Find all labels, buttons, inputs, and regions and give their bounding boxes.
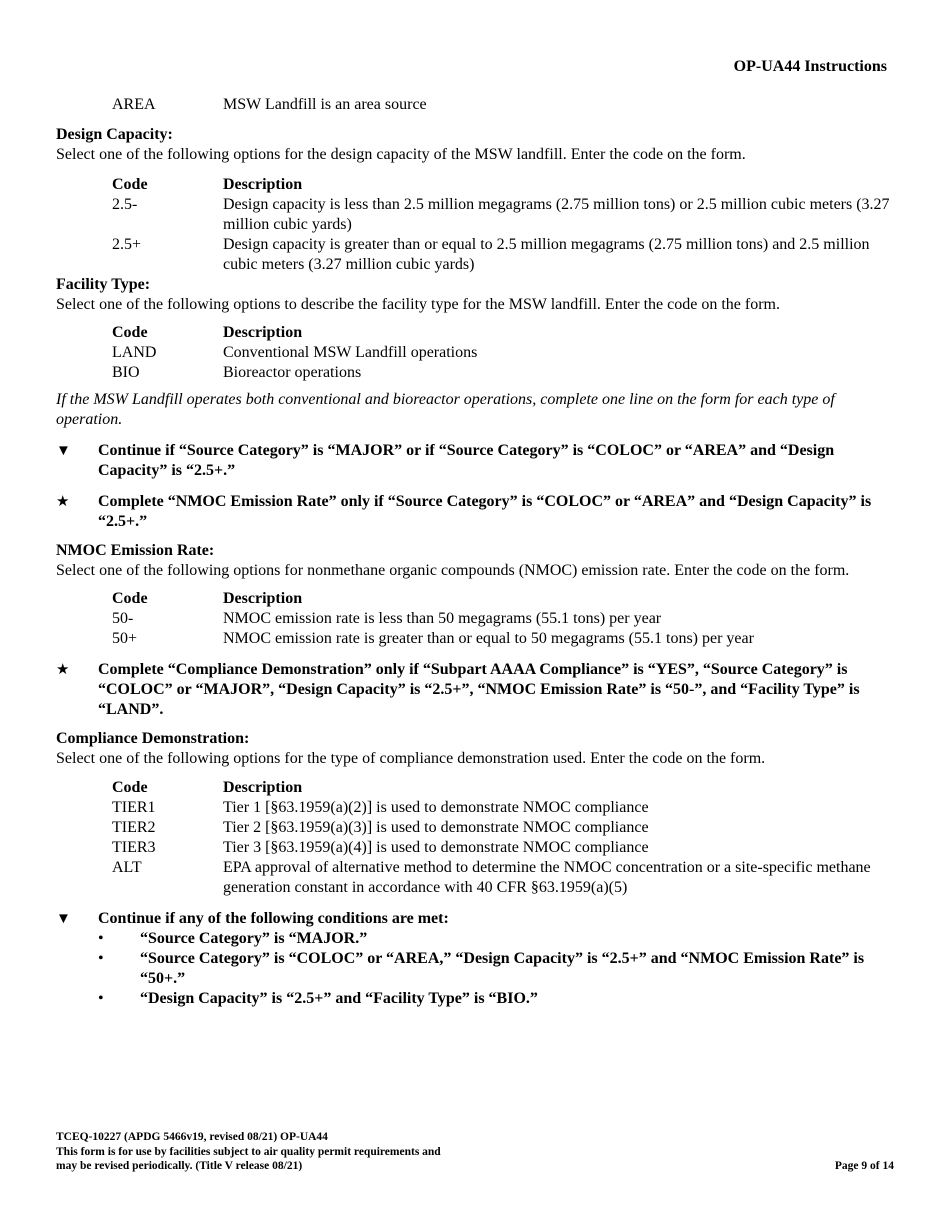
- page-header-title: OP-UA44 Instructions: [733, 58, 887, 75]
- bullet-icon: •: [98, 930, 104, 947]
- nmoc-intro: Select one of the following options for nonmethane organic compounds (NMOC) emission rate. Enter the code on the form.: [56, 562, 850, 579]
- footer-usage-note: This form is for use by facilities subject to air quality permit requirements and: [56, 1145, 441, 1158]
- code-cell: AREA: [112, 96, 156, 113]
- footer-form-id: TCEQ-10227 (APDG 5466v19, revised 08/21) OP-UA44: [56, 1131, 328, 1143]
- table-row: [112, 838, 892, 858]
- description-cell: Tier 1 [§63.1959(a)(2)] is used to demonstrate NMOC compliance: [223, 799, 649, 816]
- star-icon: ★: [56, 662, 70, 678]
- complete-nmoc-instruction: [56, 492, 892, 532]
- star-icon: ★: [56, 494, 70, 510]
- code-cell: BIO: [112, 364, 140, 381]
- code-column-header: Code: [112, 590, 148, 607]
- code-cell: LAND: [112, 344, 157, 361]
- area-code-table: [112, 95, 892, 115]
- continue-instruction-text: Continue if “Source Category” is “MAJOR” or if “Source Category” is “COLOC” or “AREA” and “Design Capacity” is “2.5+.”: [98, 442, 835, 479]
- table-row: [112, 343, 892, 363]
- code-cell: 50-: [112, 610, 134, 627]
- code-cell: 2.5+: [112, 236, 142, 253]
- description-column-header: Description: [223, 779, 303, 796]
- nmoc-heading: NMOC Emission Rate:: [56, 542, 215, 559]
- condition-text: “Source Category” is “COLOC” or “AREA,” “Design Capacity” is “2.5+” and “NMOC Emission Rate” is “50+.”: [140, 950, 865, 987]
- complete-compliance-instruction-text: Complete “Compliance Demonstration” only if “Subpart AAAA Compliance” is “YES”, “Source Category” is “COLOC” or “MAJOR”, “Design Capacity” is “2.5+”, “NMOC Emission Rate” is “50-”, and “Facility Type” is “LAND”.: [98, 661, 860, 718]
- description-cell: NMOC emission rate is greater than or equal to 50 megagrams (55.1 tons) per year: [223, 630, 754, 647]
- list-item: [98, 929, 892, 949]
- table-row: [112, 95, 892, 115]
- table-row: [112, 818, 892, 838]
- description-cell: Design capacity is less than 2.5 million megagrams (2.75 million tons) or 2.5 million cubic meters (3.27 million cubic yards): [223, 196, 890, 233]
- description-column-header: Description: [223, 324, 303, 341]
- code-cell: ALT: [112, 859, 142, 876]
- document-body: [56, 95, 892, 1009]
- description-cell: Tier 2 [§63.1959(a)(3)] is used to demonstrate NMOC compliance: [223, 819, 649, 836]
- table-row: [112, 858, 892, 898]
- condition-text: “Source Category” is “MAJOR.”: [140, 930, 368, 947]
- down-triangle-icon: ▼: [56, 443, 71, 459]
- facility-type-table: [112, 323, 892, 383]
- design-capacity-intro: Select one of the following options for the design capacity of the MSW landfill. Enter the code on the form.: [56, 146, 746, 163]
- continue-instruction: [56, 441, 892, 481]
- description-cell: Design capacity is greater than or equal to 2.5 million megagrams (2.75 million tons) and 2.5 million cubic meters (3.27 million cubic yards): [223, 236, 870, 273]
- complete-nmoc-instruction-text: Complete “NMOC Emission Rate” only if “Source Category” is “COLOC” or “AREA” and “Design Capacity” is “2.5+.”: [98, 493, 872, 530]
- description-cell: Tier 3 [§63.1959(a)(4)] is used to demonstrate NMOC compliance: [223, 839, 649, 856]
- table-header-row: [112, 589, 892, 609]
- compliance-heading: Compliance Demonstration:: [56, 730, 250, 747]
- compliance-intro: Select one of the following options for the type of compliance demonstration used. Enter the code on the form.: [56, 750, 766, 767]
- bullet-icon: •: [98, 990, 104, 1007]
- description-cell: Conventional MSW Landfill operations: [223, 344, 478, 361]
- description-cell: EPA approval of alternative method to determine the NMOC concentration or a site-specific methane generation constant in accordance with 40 CFR §63.1959(a)(5): [223, 859, 871, 896]
- description-cell: NMOC emission rate is less than 50 megagrams (55.1 tons) per year: [223, 610, 662, 627]
- code-cell: TIER2: [112, 819, 156, 836]
- facility-type-heading: Facility Type:: [56, 276, 151, 293]
- code-column-header: Code: [112, 779, 148, 796]
- code-cell: 50+: [112, 630, 138, 647]
- code-cell: TIER1: [112, 799, 156, 816]
- description-cell: Bioreactor operations: [223, 364, 362, 381]
- design-capacity-table: [112, 175, 892, 275]
- design-capacity-heading: Design Capacity:: [56, 126, 173, 143]
- table-row: [112, 798, 892, 818]
- table-header-row: [112, 778, 892, 798]
- page-number: Page 9 of 14: [834, 1160, 894, 1172]
- facility-type-intro: Select one of the following options to describe the facility type for the MSW landfill. Enter the code on the form.: [56, 296, 780, 313]
- table-row: [112, 609, 892, 629]
- table-row: [112, 195, 892, 235]
- description-column-header: Description: [223, 176, 303, 193]
- nmoc-table: [112, 589, 892, 649]
- down-triangle-icon: ▼: [56, 911, 71, 927]
- compliance-table: [112, 778, 892, 898]
- conditions-list: [98, 929, 892, 1009]
- list-item: [98, 949, 892, 989]
- table-row: [112, 629, 892, 649]
- condition-text: “Design Capacity” is “2.5+” and “Facility Type” is “BIO.”: [140, 990, 538, 1007]
- continue-conditions-instruction: [56, 909, 892, 929]
- complete-compliance-instruction: [56, 660, 892, 720]
- footer-revision-note: may be revised periodically. (Title V release 08/21): [56, 1160, 303, 1172]
- code-column-header: Code: [112, 324, 148, 341]
- facility-type-note: If the MSW Landfill operates both conventional and bioreactor operations, complete one line on the form for each type of operation.: [56, 391, 835, 428]
- table-row: [112, 235, 892, 275]
- code-column-header: Code: [112, 176, 148, 193]
- list-item: [98, 989, 892, 1009]
- continue-conditions-text: Continue if any of the following conditions are met:: [98, 910, 449, 927]
- table-header-row: [112, 175, 892, 195]
- description-cell: MSW Landfill is an area source: [223, 96, 427, 113]
- description-column-header: Description: [223, 590, 303, 607]
- table-header-row: [112, 323, 892, 343]
- table-row: [112, 363, 892, 383]
- page-footer: [56, 1130, 441, 1174]
- code-cell: 2.5-: [112, 196, 138, 213]
- code-cell: TIER3: [112, 839, 156, 856]
- bullet-icon: •: [98, 950, 104, 967]
